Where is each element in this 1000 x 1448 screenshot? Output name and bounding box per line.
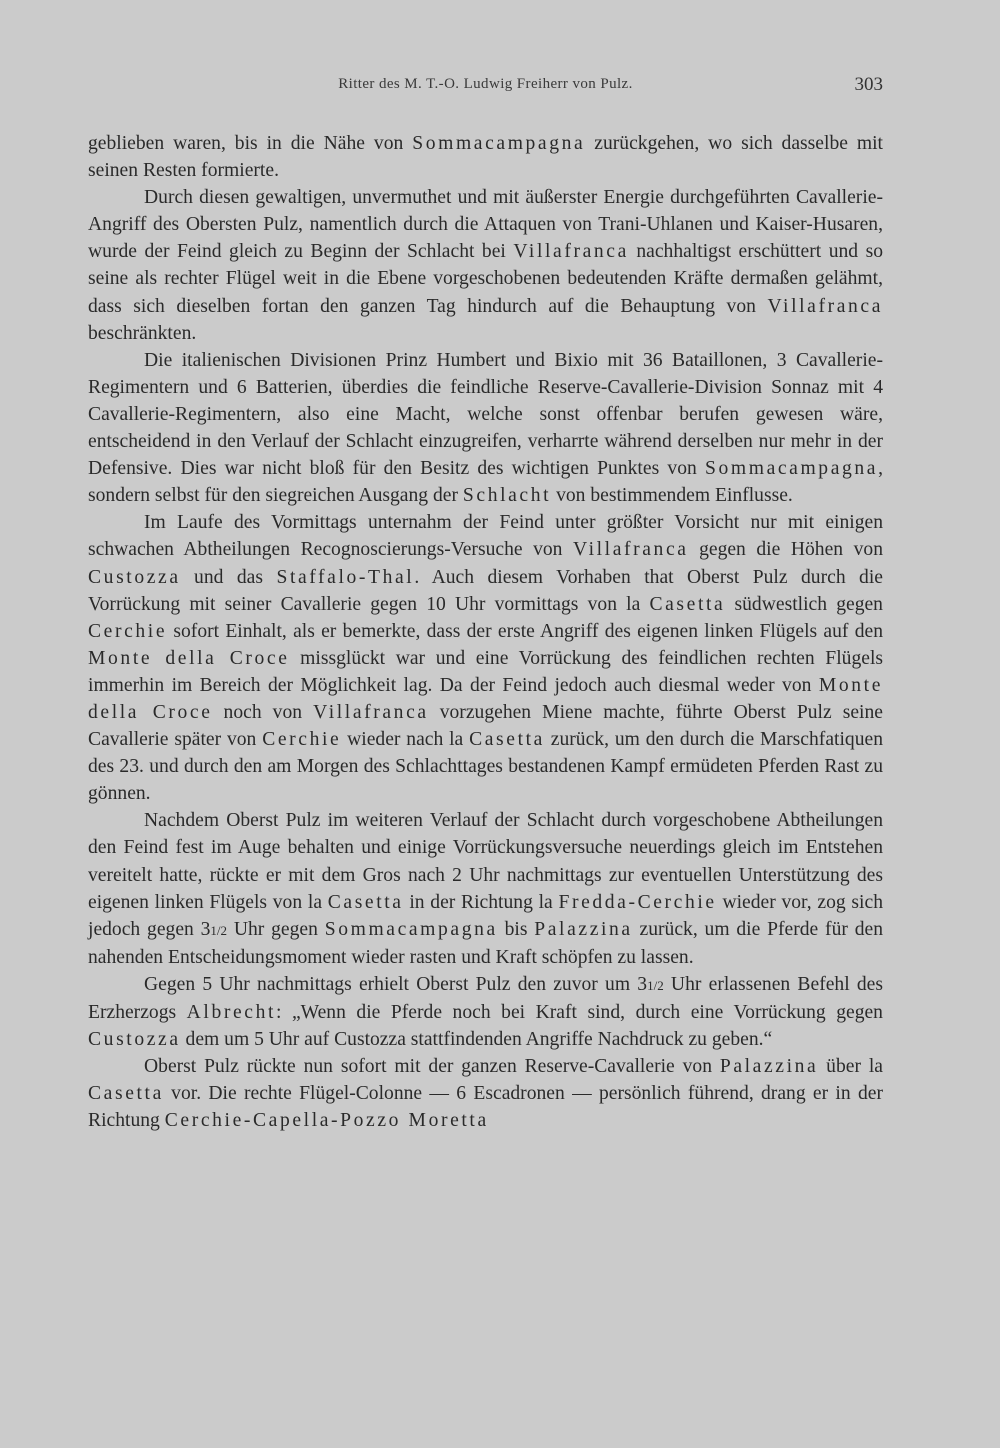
running-title: Ritter des M. T.-O. Ludwig Freiherr von Pulz. [338, 76, 633, 92]
paragraph [88, 347, 883, 510]
text-run: dem um 5 Uhr auf Custozza stattfindenden Angriffe Nachdruck zu geben.“ [180, 1029, 773, 1051]
spaced-name: Palazzina [719, 1056, 819, 1078]
spaced-name: Casetta [469, 729, 545, 751]
text-run: Die italienischen Divisionen Prinz Humbert und Bixio mit 36 Bataillonen, 3 Cavallerie-Regimentern und 6 Batterien, überdies die feindliche Reserve-Cavallerie-Division Sonnaz mit 4 Cavallerie-Regimentern, also eine Macht, welche sonst offenbar berufen gewesen wäre, entscheidend in den Verlauf der Schlacht einzugreifen, verharrte während derselben nur mehr in der Defensive. Dies war nicht bloß für den Besitz des wichtigen Punktes von [88, 349, 883, 480]
spaced-name: Casetta [88, 1083, 164, 1105]
spaced-name: Cerchie [88, 620, 168, 642]
fraction: 1/2 [210, 922, 228, 938]
text-run: , sondern selbst für den siegreichen Ausgang der [88, 458, 883, 507]
text-run: : „Wenn die Pferde noch bei Kraft sind, durch eine Vorrückung gegen [276, 1002, 883, 1023]
text-run: . Auch diesem Vorhaben that Oberst Pulz durch die Vorrückung mit seiner Cavallerie gegen 10 Uhr vormittags von la [88, 566, 883, 615]
text-run: über la [818, 1056, 883, 1078]
text-run: vor. Die rechte Flügel-Colonne — 6 Escadronen — persönlich führend, drang er in der Richtung [88, 1083, 883, 1132]
text-run: vorzugehen Miene machte, führte Oberst Pulz seine Cavallerie später von [88, 701, 883, 751]
spaced-name: Palazzina [534, 918, 633, 940]
text-run: sofort Einhalt, als er bemerkte, dass der erste Angriff des eigenen linken Flügels auf den [167, 620, 883, 642]
text-run: südwestlich gegen [725, 593, 883, 615]
text-run: beschränkten. [88, 322, 197, 344]
spaced-name: Custozza [88, 566, 181, 588]
spaced-name: Sommacampagna [412, 133, 586, 154]
spaced-name: Sommacampagna [705, 458, 879, 480]
text-run: von bestimmendem Einflusse. [551, 485, 793, 507]
spaced-name: Casetta [327, 891, 404, 913]
spaced-name: Monte della Croce [88, 647, 290, 669]
spaced-name: Villafranca [513, 241, 629, 263]
spaced-name: Casetta [649, 593, 726, 615]
text-run: noch von [212, 701, 314, 723]
text-run: zurück, um den durch die Marschfatiquen des 23. und durch den am Morgen des Schlachttages bestandenen Kampf ermüdeten Pferden Rast zu gönnen. [88, 729, 883, 805]
paragraph [88, 130, 883, 184]
fraction: 1/2 [647, 977, 664, 993]
spaced-name: Custozza [88, 1029, 181, 1051]
text-run: wieder vor, zog sich jedoch gegen 3 [88, 891, 883, 940]
page-header [88, 76, 883, 102]
body-text [88, 130, 883, 1134]
text-run: wieder nach la [341, 729, 470, 751]
spaced-name: Sommacampagna [324, 918, 498, 940]
spaced-name: Cerchie [262, 729, 342, 751]
spaced-name: Villafranca [313, 701, 429, 723]
spaced-name: Villafranca [573, 539, 689, 561]
page-number: 303 [854, 74, 883, 95]
text-run: Nachdem Oberst Pulz im weiteren Verlauf der Schlacht durch vorgeschobene Abtheilungen den Feind fest im Auge behalten und einige Vorrückungsversuche neuerdings gleich im Entstehen vereitelt hatte, rückte er mit dem Gros nach 2 Uhr nachmittags zur eventuellen Unterstützung des eigenen linken Flügels von la [88, 810, 883, 913]
paragraph [88, 184, 883, 347]
text-run: missglückt war und eine Vorrückung des feindlichen rechten Flügels immerhin im Bereich der Möglichkeit lag. Da der Feind jedoch auch diesmal weder von [88, 647, 884, 696]
text-run: in der Richtung la [403, 891, 559, 913]
text-run: Durch diesen gewaltigen, unvermuthet und mit äußerster Energie durchgeführten Cavallerie-Angriff des Obersten Pulz, namentlich durch die Attaquen von Trani-Uhlanen und Kaiser-Husaren, wurde der Feind gleich zu Beginn der Schlacht bei [88, 187, 883, 263]
text-run: zurück, um die Pferde für den nahenden Entscheidungsmoment wieder rasten und Kraft schöpfen zu lassen. [88, 918, 883, 968]
text-run: Uhr erlassenen Befehl des Erzherzogs [88, 973, 883, 1023]
spaced-name: Cerchie-Capella-Pozzo Moretta [164, 1110, 489, 1132]
spaced-name: Fredda-Cerchie [558, 891, 717, 913]
text-run: Gegen 5 Uhr nachmittags erhielt Oberst Pulz den zuvor um 3 [144, 973, 648, 995]
spaced-name: Villafranca [767, 295, 883, 317]
paragraph [88, 807, 883, 971]
spaced-name: Staffalo-Thal [276, 566, 415, 588]
text-run: nachhaltigst erschüttert und so seine als rechter Flügel weit in die Ebene vorgeschobenen bedeutenden Kräfte dermaßen gelähmt, dass sich dieselben fortan den ganzen Tag hindurch auf die Behauptung von [88, 241, 883, 317]
text-run: Uhr gegen [227, 918, 325, 940]
spaced-name: Schlacht [462, 485, 552, 507]
text-run: geblieben waren, bis in die Nähe von [88, 133, 413, 154]
text-run: und das [180, 566, 277, 588]
text-run: Oberst Pulz rückte nun sofort mit der ganzen Reserve-Cavallerie von [144, 1056, 720, 1078]
spaced-name: Monte della Croce [88, 674, 883, 723]
text-run: bis [497, 918, 535, 940]
paragraph [88, 509, 883, 807]
spaced-name: Albrecht [186, 1002, 277, 1023]
paragraph [88, 1053, 883, 1134]
paragraph [88, 971, 883, 1053]
text-run: gegen die Höhen von [688, 539, 883, 561]
text-run: Im Laufe des Vormittags unternahm der Feind unter größter Vorsicht nur mit einigen schwachen Abtheilungen Recognoscierungs-Versuche von [88, 512, 883, 561]
text-run: zurückgehen, wo sich dasselbe mit seinen Resten formierte. [88, 133, 883, 182]
